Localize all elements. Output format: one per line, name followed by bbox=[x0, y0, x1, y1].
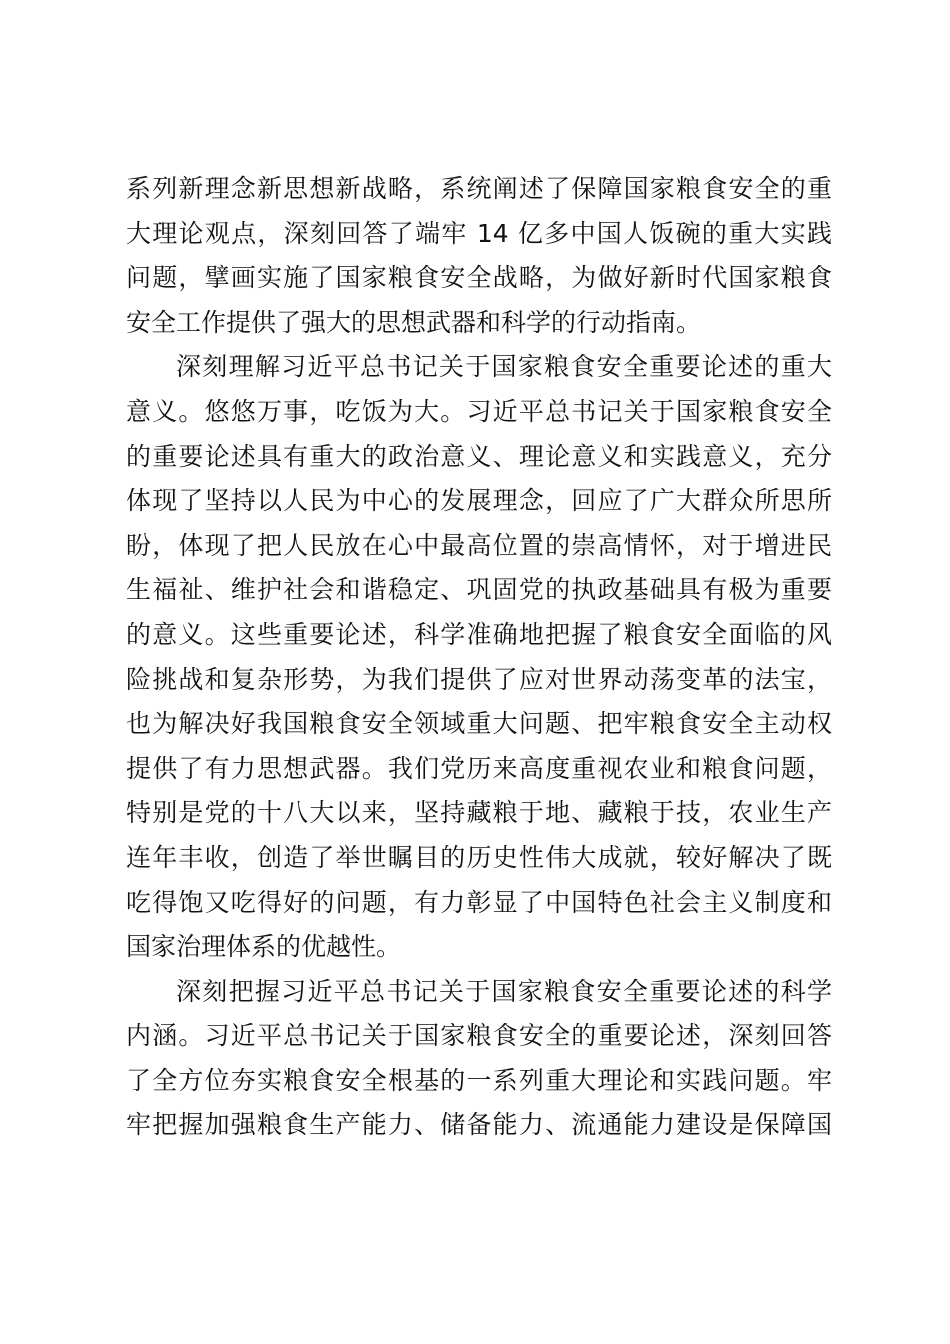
paragraph-1 bbox=[126, 167, 832, 345]
document-body bbox=[126, 167, 832, 1148]
paragraph-line: 提供了有力思想武器。我们党历来高度重视农业和粮食问题， bbox=[126, 753, 832, 783]
paragraph-line: 内涵。习近平总书记关于国家粮食安全的重要论述，深刻回答 bbox=[126, 1021, 832, 1051]
paragraph-line: 问题，擘画实施了国家粮食安全战略，为做好新时代国家粮食 bbox=[126, 263, 832, 293]
paragraph-line: 的重要论述具有重大的政治意义、理论意义和实践意义，充分 bbox=[126, 441, 832, 471]
paragraph-line: 国家治理体系的优越性。 bbox=[126, 932, 402, 962]
paragraph-line: 深刻理解习近平总书记关于国家粮食安全重要论述的重大 bbox=[176, 352, 832, 382]
paragraph-3 bbox=[126, 970, 832, 1148]
paragraph-line: 体现了坚持以人民为中心的发展理念，回应了广大群众所思所 bbox=[126, 486, 832, 516]
paragraph-line: 特别是党的十八大以来，坚持藏粮于地、藏粮于技，农业生产 bbox=[126, 798, 832, 828]
paragraph-line: 生福祉、维护社会和谐稳定、巩固党的执政基础具有极为重要 bbox=[126, 575, 832, 605]
paragraph-2 bbox=[126, 345, 832, 969]
paragraph-line: 险挑战和复杂形势，为我们提供了应对世界动荡变革的法宝， bbox=[126, 664, 832, 694]
paragraph-line: 了全方位夯实粮食安全根基的一系列重大理论和实践问题。牢 bbox=[126, 1065, 832, 1095]
paragraph-line: 牢把握加强粮食生产能力、储备能力、流通能力建设是保障国 bbox=[126, 1110, 832, 1140]
paragraph-line: 盼，体现了把人民放在心中最高位置的崇高情怀，对于增进民 bbox=[126, 530, 832, 560]
paragraph-line: 安全工作提供了强大的思想武器和科学的行动指南。 bbox=[126, 307, 702, 337]
paragraph-line: 也为解决好我国粮食安全领域重大问题、把牢粮食安全主动权 bbox=[126, 709, 832, 739]
paragraph-line: 连年丰收，创造了举世瞩目的历史性伟大成就，较好解决了既 bbox=[126, 842, 832, 872]
paragraph-line: 的意义。这些重要论述，科学准确地把握了粮食安全面临的风 bbox=[126, 619, 832, 649]
paragraph-line: 意义。悠悠万事，吃饭为大。习近平总书记关于国家粮食安全 bbox=[126, 396, 832, 426]
paragraph-line: 系列新理念新思想新战略，系统阐述了保障国家粮食安全的重 bbox=[126, 174, 832, 203]
paragraph-line: 深刻把握习近平总书记关于国家粮食安全重要论述的科学 bbox=[176, 976, 832, 1006]
paragraph-line: 吃得饱又吃得好的问题，有力彰显了中国特色社会主义制度和 bbox=[126, 887, 832, 917]
paragraph-line: 大理论观点，深刻回答了端牢 14 亿多中国人饭碗的重大实践 bbox=[126, 218, 832, 248]
